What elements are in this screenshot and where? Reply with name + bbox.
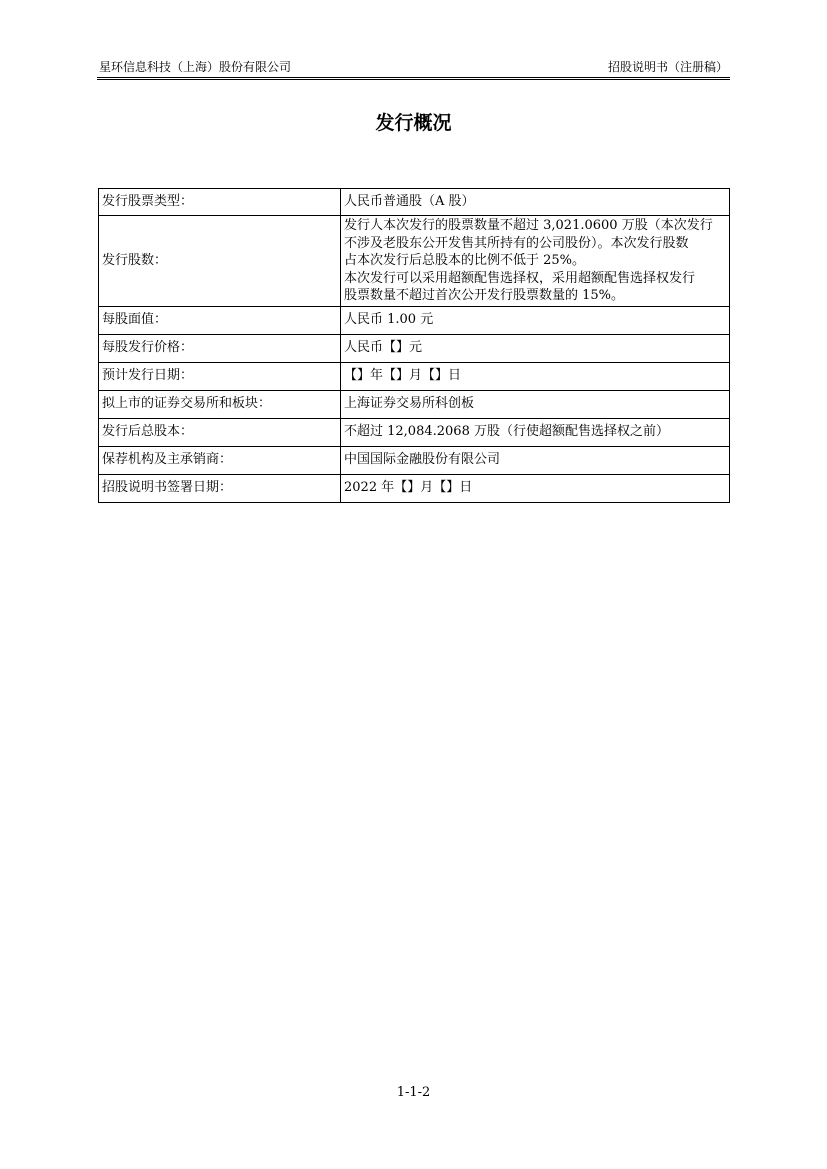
row-value: 上海证券交易所科创板 (341, 390, 730, 418)
row-label: 招股说明书签署日期： (99, 474, 341, 502)
row-label: 每股发行价格： (99, 334, 341, 362)
table-row (99, 334, 730, 362)
row-label: 发行股票类型： (99, 189, 341, 216)
row-label: 发行股数： (99, 216, 341, 307)
row-value: 【】年【】月【】日 (341, 362, 730, 390)
table-row (99, 446, 730, 474)
row-label: 每股面值： (99, 306, 341, 334)
table-row (99, 362, 730, 390)
header-company-name: 星环信息科技（上海）股份有限公司 (99, 60, 292, 74)
table-row (99, 474, 730, 502)
row-value-line: 发行人本次发行的股票数量不超过 3,021.0600 万股（本次发行 (344, 218, 713, 233)
row-label: 发行后总股本： (99, 418, 341, 446)
header-document-type: 招股说明书（注册稿） (607, 60, 728, 74)
row-value (341, 216, 730, 307)
table-row (99, 390, 730, 418)
row-label: 拟上市的证券交易所和板块： (99, 390, 341, 418)
table-row (99, 216, 730, 307)
row-value: 2022 年【】月【】日 (341, 474, 730, 502)
table-row (99, 306, 730, 334)
row-label: 保荐机构及主承销商： (99, 446, 341, 474)
row-value: 人民币【】元 (341, 334, 730, 362)
row-value-line: 不涉及老股东公开发售其所持有的公司股份）。本次发行股数 (344, 235, 689, 251)
row-value: 人民币 1.00 元 (341, 306, 730, 334)
page-title: 发行概况 (375, 112, 452, 134)
row-value: 人民币普通股（A 股） (341, 189, 730, 216)
issuance-overview-table (98, 188, 730, 503)
page-number: 1-1-2 (396, 1085, 431, 1100)
row-value: 中国国际金融股份有限公司 (341, 446, 730, 474)
table-row (99, 418, 730, 446)
header-rule (97, 77, 730, 80)
row-label: 预计发行日期： (99, 362, 341, 390)
row-value-line: 占本次发行后总股本的比例不低于 25%。 (344, 253, 586, 269)
row-value-line: 本次发行可以采用超额配售选择权，采用超额配售选择权发行 (344, 270, 696, 286)
row-value: 不超过 12,084.2068 万股（行使超额配售选择权之前） (341, 418, 730, 446)
row-value-line: 股票数量不超过首次公开发行股票数量的 15%。 (344, 288, 625, 304)
table-row (99, 189, 730, 216)
